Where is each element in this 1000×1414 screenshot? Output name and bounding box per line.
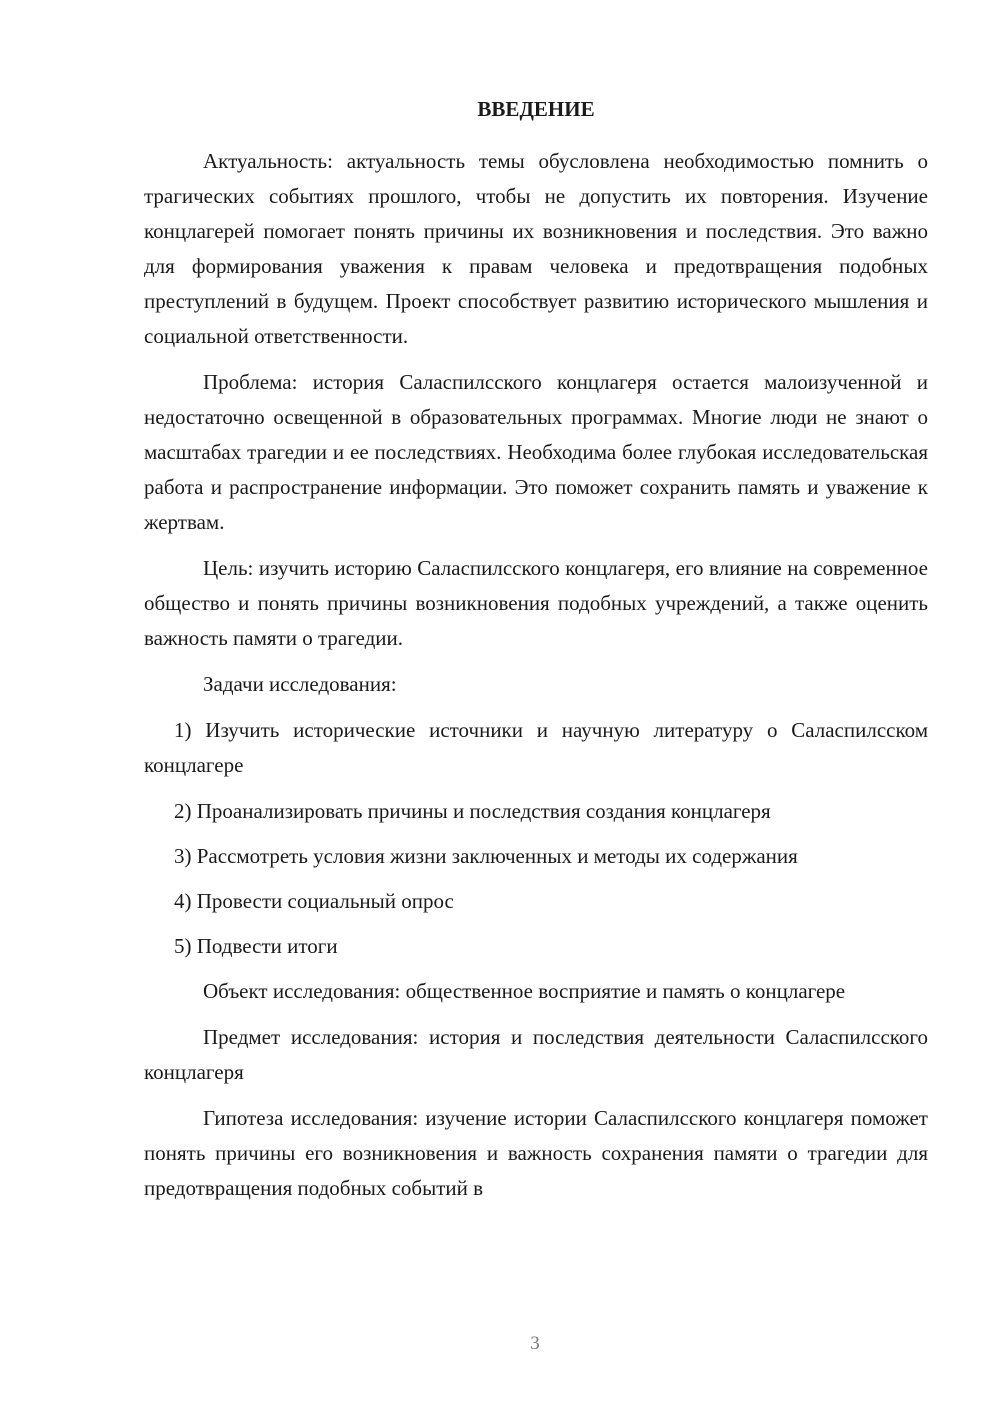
page-content	[144, 92, 928, 1217]
subject-paragraph: Предмет исследования: история и последствия деятельности Саласпилсского концлагеря	[144, 1025, 928, 1084]
task-item-2: 2) Проанализировать причины и последствия создания концлагеря	[174, 799, 771, 823]
hypothesis-paragraph: Гипотеза исследования: изучение истории Саласпилсского концлагеря поможет понять причины его возникновения и важность сохранения памяти о трагедии для предотвращения подобных событий в	[144, 1106, 928, 1200]
section-heading: ВВЕДЕНИЕ	[477, 97, 595, 121]
task-item-1: 1) Изучить исторические источники и научную литературу о Саласпилсском концлагере	[144, 718, 928, 777]
object-paragraph: Объект исследования: общественное восприятие и память о концлагере	[203, 979, 846, 1003]
problem-paragraph: Проблема: история Саласпилсского концлагеря остается малоизученной и недостаточно освещенной в образовательных программах. Многие люди не знают о масштабах трагедии и ее последствиях. Необходима более глубокая исследовательская работа и распространение информации. Это поможет сохранить память и уважение к жертвам.	[144, 370, 928, 534]
relevance-paragraph: Актуальность: актуальность темы обусловлена необходимостью помнить о трагических событиях прошлого, чтобы не допустить их повторения. Изучение концлагерей помогает понять причины их возникновения и последствия. Это важно для формирования уважения к правам человека и предотвращения подобных преступлений в будущем. Проект способствует развитию исторического мышления и социальной ответственности.	[144, 149, 928, 348]
task-item-5: 5) Подвести итоги	[174, 934, 338, 958]
tasks-title: Задачи исследования:	[203, 672, 397, 696]
task-item-3: 3) Рассмотреть условия жизни заключенных и методы их содержания	[174, 844, 798, 868]
page-number: 3	[530, 1333, 540, 1354]
task-item-4: 4) Провести социальный опрос	[174, 889, 454, 913]
goal-paragraph: Цель: изучить историю Саласпилсского концлагеря, его влияние на современное общество и понять причины возникновения подобных учреждений, а также оценить важность памяти о трагедии.	[144, 556, 928, 650]
